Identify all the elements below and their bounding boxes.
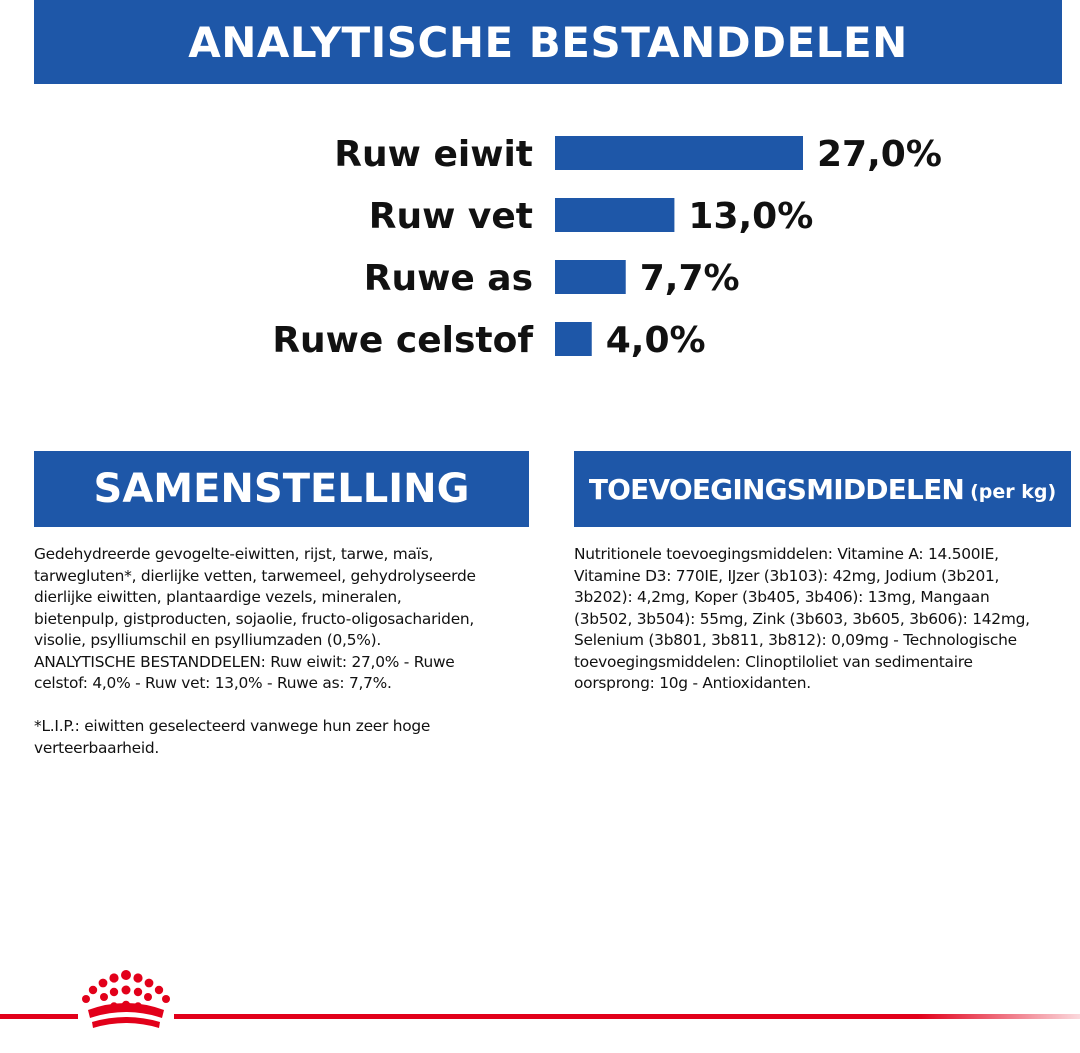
analysis-header-title: ANALYTISCHE BESTANDDELEN — [188, 17, 908, 67]
additives-line: Vitamine D3: 770IE, IJzer (3b103): 42mg, Jodium (3b201, — [574, 566, 1000, 585]
category-label: Ruw vet — [368, 196, 533, 237]
analysis-bar-chart — [0, 110, 1080, 380]
composition-line: celstof: 4,0% - Ruw vet: 13,0% - Ruwe as: 7,7%. — [34, 674, 392, 692]
bar — [555, 322, 592, 356]
composition-line: dierlijke eiwitten, plantaardige vezels, mineralen, — [34, 588, 402, 606]
category-label: Ruwe as — [363, 258, 533, 299]
value-label: 13,0% — [688, 196, 814, 237]
bar — [555, 260, 626, 294]
composition-footnote — [34, 716, 544, 759]
additives-line: toevoegingsmiddelen: Clinoptiloliet van sedimentaire — [574, 652, 973, 671]
category-label: Ruw eiwit — [334, 134, 533, 175]
additives-paragraph — [574, 544, 1079, 695]
additives-text — [574, 544, 1079, 695]
composition-line: Gedehydreerde gevogelte-eiwitten, rijst, tarwe, maïs, — [34, 545, 434, 563]
bar — [555, 136, 803, 170]
composition-header-banner — [34, 451, 529, 527]
additives-line: Selenium (3b801, 3b811, 3b812): 0,09mg - Technologische — [574, 631, 1017, 649]
additives-line: 3b202): 4,2mg, Koper (3b405, 3b406): 13mg, Mangaan — [574, 588, 990, 606]
composition-line: ANALYTISCHE BESTANDDELEN: Ruw eiwit: 27,0% - Ruwe — [34, 652, 455, 671]
value-label: 7,7% — [639, 258, 740, 299]
value-label: 4,0% — [605, 320, 706, 361]
paragraph-gap — [34, 695, 544, 717]
additives-header-banner — [574, 451, 1071, 527]
footnote-line: verteerbaarheid. — [34, 738, 160, 757]
composition-text — [34, 544, 544, 759]
additives-header-suffix: (per kg) — [970, 481, 1057, 503]
composition-line: bietenpulp, gistproducten, sojaolie, fructo-oligosachariden, — [34, 609, 475, 628]
composition-paragraph — [34, 544, 544, 695]
bar — [555, 198, 674, 232]
category-label: Ruwe celstof — [272, 320, 533, 361]
additives-line: Nutritionele toevoegingsmiddelen: Vitamine A: 14.500IE, — [574, 545, 999, 563]
analysis-header-banner — [34, 0, 1062, 84]
crown-icon — [78, 968, 174, 1038]
footnote-line: *L.I.P.: eiwitten geselecteerd vanwege hun zeer hoge — [34, 717, 431, 735]
composition-line: visolie, psylliumschil en psylliumzaden (0,5%). — [34, 631, 382, 649]
additives-header-title: TOEVOEGINGSMIDDELEN — [588, 472, 965, 506]
composition-line: tarwegluten*, dierlijke vetten, tarwemeel, gehydrolyseerde — [34, 566, 476, 585]
value-label: 27,0% — [817, 134, 942, 175]
additives-line: (3b502, 3b504): 55mg, Zink (3b603, 3b605, 3b606): 142mg, — [574, 609, 1030, 628]
composition-header-title: SAMENSTELLING — [93, 466, 470, 512]
additives-line: oorsprong: 10g - Antioxidanten. — [574, 674, 811, 692]
